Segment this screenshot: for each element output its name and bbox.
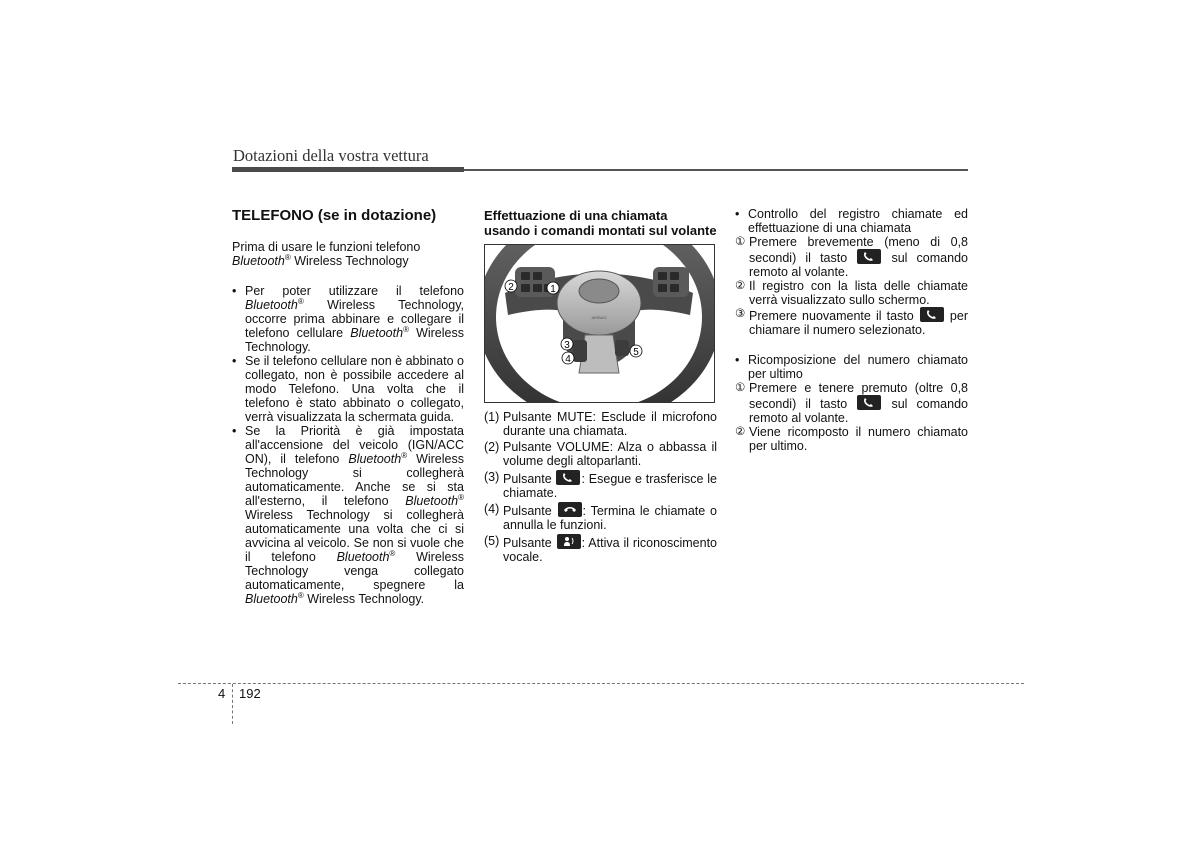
registered-mark: ® xyxy=(297,590,304,600)
legend-text: Pulsante xyxy=(503,472,556,486)
bluetooth-term: Bluetooth xyxy=(245,298,298,312)
column-telefono xyxy=(232,207,464,606)
bullet-text: Wireless Technology. xyxy=(303,592,425,606)
registered-mark: ® xyxy=(458,492,464,502)
step-item xyxy=(735,279,968,307)
bullet-item xyxy=(232,354,464,424)
callout-3: 3 xyxy=(564,340,570,351)
step-item xyxy=(735,425,968,453)
legend-text: Pulsante xyxy=(503,536,556,550)
step-text: Il registro con la lista delle chiamate verrà visualizzato sullo schermo. xyxy=(749,279,968,307)
call-icon xyxy=(857,395,881,410)
step-text: Premere e tenere premuto (oltre 0,8 secondi) il tasto xyxy=(749,381,968,411)
registered-mark: ® xyxy=(389,548,396,558)
page-header-title: Dotazioni della vostra vettura xyxy=(233,146,429,165)
bluetooth-term: Bluetooth xyxy=(348,452,402,466)
legend-number: (2) xyxy=(484,440,500,454)
column-chiamata xyxy=(484,207,717,566)
registered-mark: ® xyxy=(297,296,304,306)
step-number: ① xyxy=(735,382,746,394)
bullet-list xyxy=(735,353,968,381)
bullet-text: Wireless Technology si collegherà automaticamente una volta che ci si avvicina al veicolo. Se non si vuole che il telefono xyxy=(245,508,464,564)
step-item xyxy=(735,307,968,337)
header-rule-accent xyxy=(232,167,464,172)
button-legend-list xyxy=(484,410,717,564)
step-number: ② xyxy=(735,426,746,438)
step-text: Premere nuovamente il tasto xyxy=(749,309,919,323)
intro-paragraph xyxy=(232,240,464,268)
callout-2: 2 xyxy=(508,282,514,293)
legend-item xyxy=(484,440,717,468)
bullet-list xyxy=(232,284,464,606)
bullet-text: Per poter utilizzare il telefono xyxy=(245,284,464,298)
hangup-icon xyxy=(558,502,582,517)
legend-item xyxy=(484,534,717,564)
callout-5: 5 xyxy=(633,347,639,358)
bullet-list xyxy=(735,207,968,235)
call-icon xyxy=(857,249,881,264)
legend-number: (5) xyxy=(484,534,500,548)
step-text: sul comando remoto al volante. xyxy=(749,397,968,425)
bluetooth-term: Bluetooth xyxy=(405,494,459,508)
legend-text: Pulsante xyxy=(503,504,557,518)
legend-text: : Attiva il riconoscimento vocale. xyxy=(503,536,717,564)
bullet-item xyxy=(232,284,464,354)
legend-item xyxy=(484,502,717,532)
bullet-text: Wireless Technology venga collegato automaticamente, spegnere la xyxy=(245,550,464,592)
bullet-text: Wireless Technology. xyxy=(245,326,464,354)
column-registro xyxy=(735,207,968,453)
call-icon xyxy=(556,470,580,485)
step-text: per chiamare il numero selezionato. xyxy=(749,309,969,337)
section-heading: TELEFONO (se in dotazione) xyxy=(232,207,437,224)
step-number: ② xyxy=(735,280,746,292)
step-text: sul comando remoto al volante. xyxy=(749,251,968,279)
step-number: ① xyxy=(735,236,746,248)
footer-divider xyxy=(232,684,233,724)
bullet-item xyxy=(232,424,464,606)
legend-text: : Esegue e trasferisce le chiamate. xyxy=(503,472,717,500)
bullet-item: • Ricomposizione del numero chiamato per ultimo xyxy=(735,353,968,381)
registered-mark: ® xyxy=(403,324,409,334)
bullet-text: Se la Priorità è già impostata all'accensione del veicolo (IGN/ACC ON), il telefono xyxy=(245,424,464,466)
legend-text: Pulsante MUTE: Esclude il microfono durante una chiamata. xyxy=(503,410,717,438)
intro-text-2: Wireless Technology xyxy=(290,254,409,268)
step-text: Premere brevemente (meno di 0,8 secondi) il tasto xyxy=(749,235,968,265)
section-number: 4 xyxy=(218,686,226,701)
registered-mark: ® xyxy=(284,252,291,262)
bluetooth-term: Bluetooth xyxy=(350,326,404,340)
registered-mark: ® xyxy=(401,450,408,460)
step-item xyxy=(735,235,968,279)
bluetooth-term: Bluetooth xyxy=(232,254,285,268)
airbag-label: AIRBAG xyxy=(591,315,607,320)
legend-item xyxy=(484,470,717,500)
page-number: 192 xyxy=(239,686,261,701)
section-heading: Effettuazione di una chiamata usando i comandi montati sul volante xyxy=(484,208,717,238)
legend-number: (4) xyxy=(484,502,500,516)
intro-text: Prima di usare le funzioni telefono xyxy=(232,240,421,254)
legend-item xyxy=(484,410,717,438)
step-list xyxy=(735,381,968,453)
bullet-item: • Controllo del registro chiamate ed effettuazione di una chiamata xyxy=(735,207,968,235)
legend-text: : Termina le chiamate o annulla le funzioni. xyxy=(503,504,717,532)
bluetooth-term: Bluetooth xyxy=(336,550,390,564)
step-item xyxy=(735,381,968,425)
legend-number: (3) xyxy=(484,470,500,484)
footer-rule xyxy=(178,683,1024,684)
steering-wheel-illustration xyxy=(485,245,714,402)
step-text: Viene ricomposto il numero chiamato per ultimo. xyxy=(749,425,968,453)
bullet-text: Wireless Technology si collegherà automaticamente. Anche se si sta all'esterno, il telefono xyxy=(245,452,464,508)
callout-4: 4 xyxy=(565,354,571,365)
voice-icon xyxy=(557,534,581,549)
call-icon xyxy=(920,307,944,322)
bullet-text: Se il telefono cellulare non è abbinato o collegato, non è possibile accedere al modo Telefono. Una volta che il telefono è stato abbinato o collegato, verrà visualizzata la schermata guida. xyxy=(245,354,464,424)
callout-1: 1 xyxy=(550,284,556,295)
steering-wheel-figure xyxy=(484,244,715,403)
step-number: ③ xyxy=(735,308,746,320)
bluetooth-term: Bluetooth xyxy=(245,592,298,606)
legend-number: (1) xyxy=(484,410,500,424)
step-list xyxy=(735,235,968,337)
bullet-text: Wireless Technology, occorre prima abbinare e collegare il telefono cellulare xyxy=(245,298,464,340)
legend-text: Pulsante VOLUME: Alza o abbassa il volume degli altoparlanti. xyxy=(503,440,717,468)
